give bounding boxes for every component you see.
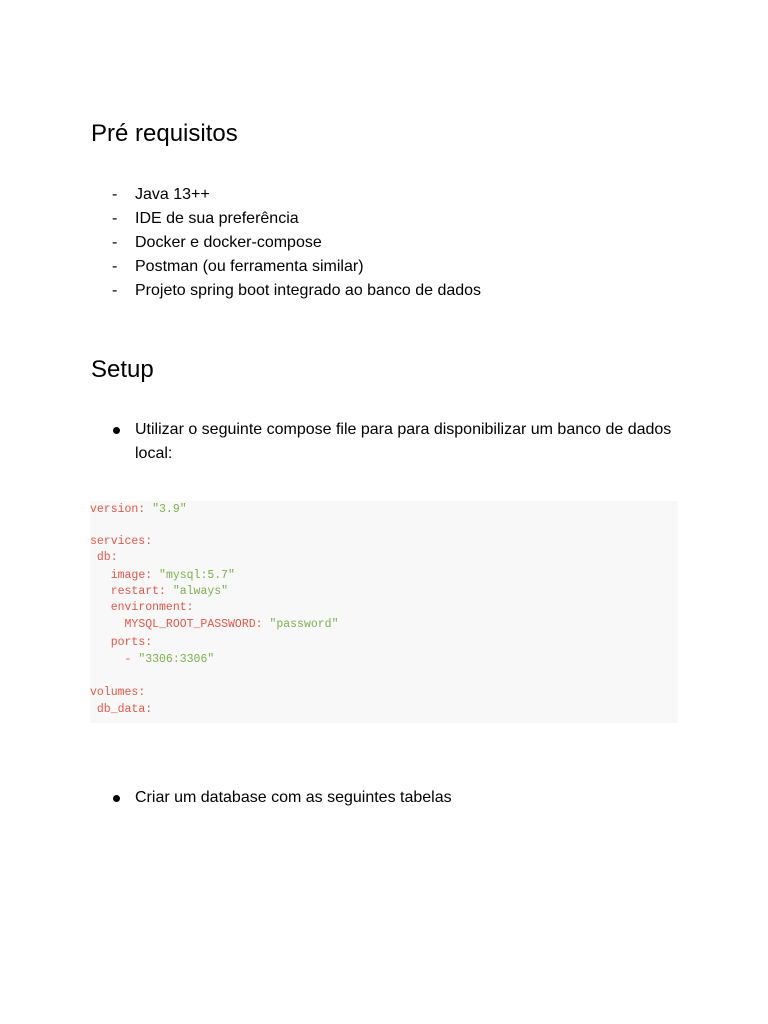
bullet-dot-icon — [113, 427, 120, 434]
dash-marker: - — [112, 282, 118, 299]
code-key: MYSQL_ROOT_PASSWORD — [124, 618, 256, 631]
list-item — [112, 183, 481, 207]
code-line-env-var — [90, 617, 338, 633]
setup-heading: Setup — [91, 356, 154, 383]
code-line-version — [90, 502, 187, 518]
dash-marker: - — [112, 186, 118, 203]
list-item-text: Postman (ou ferramenta similar) — [135, 258, 364, 275]
list-item — [112, 255, 481, 279]
code-key: db — [96, 551, 111, 564]
list-item — [112, 279, 481, 303]
list-item — [112, 207, 481, 231]
list-item-text: Docker e docker-compose — [135, 234, 322, 251]
code-colon: : — [145, 703, 153, 716]
code-dash: - — [124, 653, 132, 666]
setup-bullet-database — [112, 786, 682, 810]
list-item — [112, 231, 481, 255]
list-item-text: Projeto spring boot integrado ao banco de dados — [135, 282, 482, 299]
code-line-ports — [90, 635, 152, 651]
code-key: version — [90, 503, 139, 516]
code-line-restart — [90, 584, 228, 600]
dash-marker: - — [112, 234, 118, 251]
code-line-image — [90, 568, 235, 584]
code-line-db — [90, 550, 118, 566]
code-colon: : — [255, 618, 263, 631]
code-line-volumes — [90, 685, 145, 701]
code-colon: : — [159, 585, 166, 598]
code-line-environment — [90, 600, 194, 616]
code-key: db_data — [96, 703, 146, 716]
code-colon: : — [145, 535, 153, 548]
code-colon: : — [138, 686, 146, 699]
prerequisites-heading: Pré requisitos — [91, 120, 238, 147]
code-colon: : — [110, 551, 118, 564]
dash-marker: - — [112, 258, 118, 275]
code-colon: : — [145, 569, 153, 582]
code-string: "always" — [172, 585, 229, 598]
code-key: image — [110, 569, 146, 582]
setup-bullet-compose — [112, 418, 682, 466]
dash-marker: - — [112, 210, 118, 227]
code-string: "password" — [269, 618, 339, 631]
code-line-db-data — [90, 702, 152, 718]
bullet-text: Utilizar o seguinte compose file para para disponibilizar um banco de dados local: — [135, 421, 672, 462]
compose-code-block — [90, 501, 678, 723]
bullet-dot-icon — [113, 795, 120, 802]
code-key: ports — [110, 636, 146, 649]
prerequisites-list — [112, 183, 481, 303]
code-string: "3306:3306" — [138, 653, 215, 666]
code-string: "3.9" — [152, 503, 187, 516]
code-key: environment — [110, 601, 187, 614]
list-item-text: IDE de sua preferência — [135, 210, 299, 227]
code-key: services — [90, 535, 146, 548]
code-colon: : — [186, 601, 194, 614]
code-key: volumes — [90, 686, 139, 699]
code-string: "mysql:5.7" — [159, 569, 235, 582]
code-key: restart — [110, 585, 160, 598]
bullet-text: Criar um database com as seguintes tabelas — [135, 789, 452, 806]
list-item-text: Java 13++ — [135, 186, 210, 203]
code-line-services — [90, 534, 152, 550]
code-colon: : — [138, 503, 146, 516]
code-colon: : — [145, 636, 153, 649]
code-line-port-mapping — [90, 652, 214, 668]
